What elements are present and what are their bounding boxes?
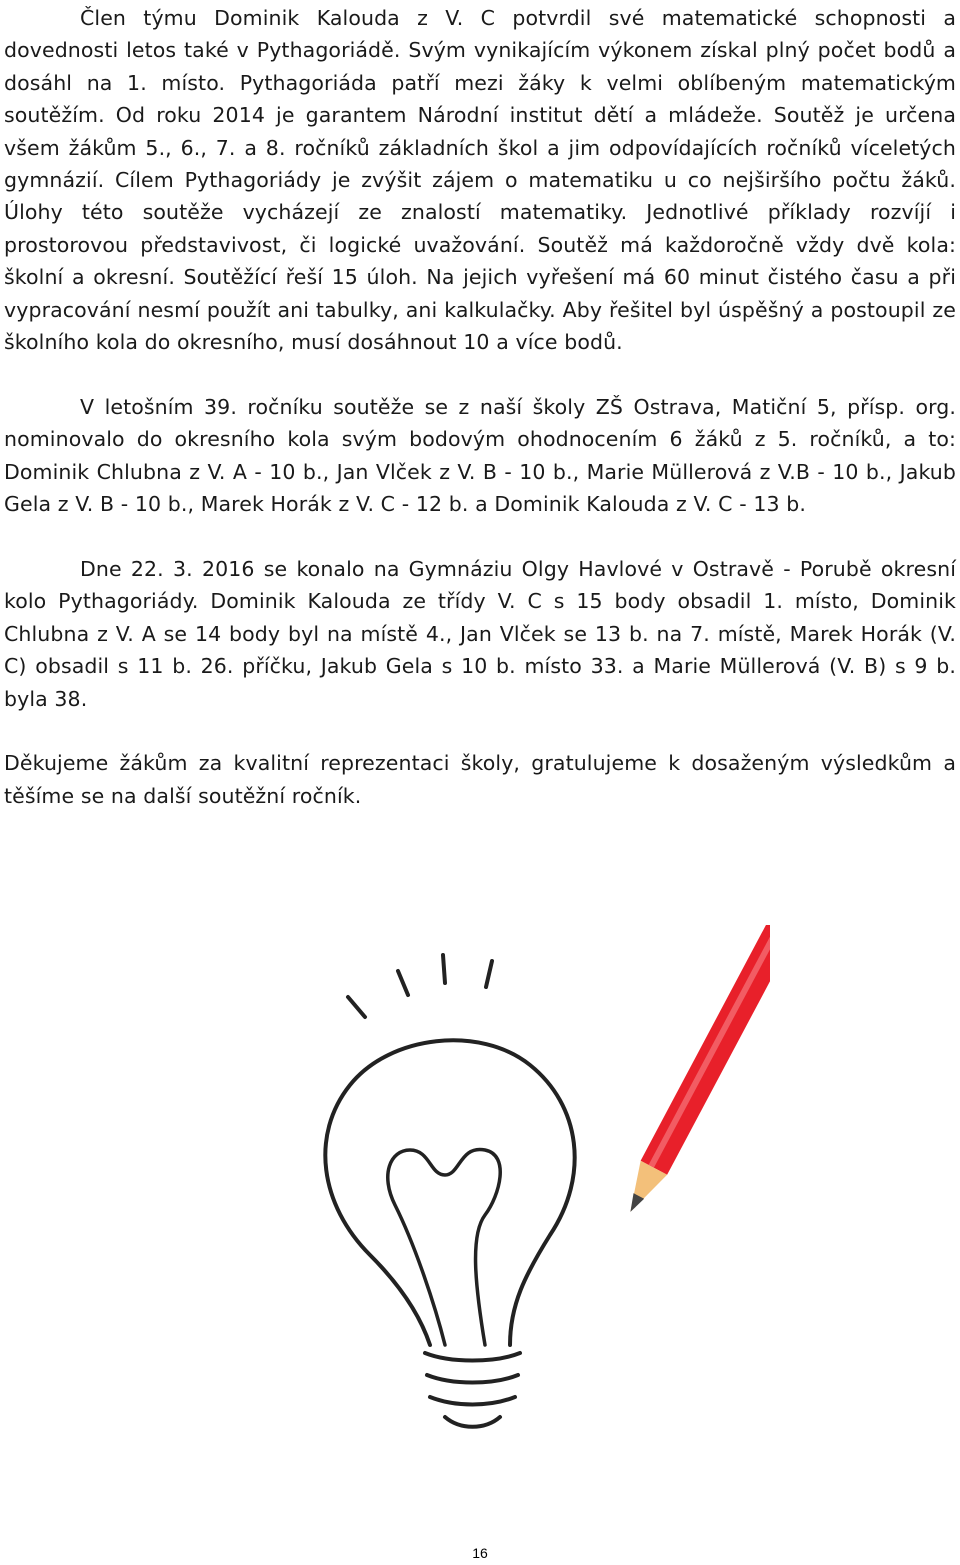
page-number: 16 bbox=[472, 1545, 488, 1561]
paragraph-thanks: Děkujeme žákům za kvalitní reprezentaci školy, gratulujeme k dosaženým výsledkům a těšíme se na další soutěžní ročník. bbox=[4, 751, 956, 808]
bulb-filament bbox=[388, 1149, 500, 1345]
document-page bbox=[4, 2, 956, 845]
paragraph-nominations: V letošním 39. ročníku soutěže se z naší školy ZŠ Ostrava, Matiční 5, přísp. org. nominovalo do okresního kola svým bodovým ohodnocením 6 žáků z 5. ročníků, a to: Dominik Chlubna z V. A - 10 b., Jan Vlček z V. B - 10 b., Marie Müllerová z V.B - 10 b., Jakub Gela z V. B - 10 b., Marek Horák z V. C - 12 b. a Dominik Kalouda z V. C - 13 b. bbox=[4, 394, 956, 517]
pencil-body bbox=[641, 925, 770, 1175]
paragraph-results: Dne 22. 3. 2016 se konalo na Gymnáziu Olgy Havlové v Ostravě - Porubě okresní kolo Pythagoriády. Dominik Kalouda ze třídy V. C s 15 body obsadil 1. místo, Dominik Chlubna z V. A se 14 body byl na místě 4., Jan Vlček se 13 b. na 7. místě, Marek Horák (V. C) obsadil s 11 b. 26. příčku, Jakub Gela s 10 b. místo 33. a Marie Müllerová (V. B) s 9 b. byla 38. bbox=[4, 556, 956, 711]
light-rays bbox=[348, 955, 492, 1017]
bulb-base bbox=[425, 1353, 520, 1427]
paragraph-intro: Člen týmu Dominik Kalouda z V. C potvrdil své matematické schopnosti a dovednosti letos také v Pythagoriádě. Svým vynikajícím výkonem získal plný počet bodů a dosáhl na 1. místo. Pythagoriáda patří mezi žáky k velmi oblíbeným matematickým soutěžím. Od roku 2014 je garantem Národní institut dětí a mládeže. Soutěž je určena všem žákům 5., 6., 7. a 8. ročníků základních škol a jim odpovídajících ročníků víceletých gymnázií. Cílem Pythagoriády je zvýšit zájem o matematiku u co nejširšího počtu žáků. Úlohy této soutěže vycházejí ze znalostí matematiky. Jednotlivé příklady rozvíjí i prostorovou představivost, či logické uvažování. Soutěž má každoročně vždy dvě kola: školní a okresní. Soutěžící řeší 15 úloh. Na jejich vyřešení má 60 minut čistého času a při vypracování nesmí použít ani tabulky, ani kalkulačky. Aby řešitel byl úspěšný a postoupil ze školního kola do okresního, musí dosáhnout 10 a více bodů. bbox=[4, 6, 956, 355]
lightbulb-pencil-icon bbox=[230, 925, 770, 1465]
bulb-glass bbox=[325, 1040, 574, 1345]
pencil-icon bbox=[617, 925, 770, 1219]
